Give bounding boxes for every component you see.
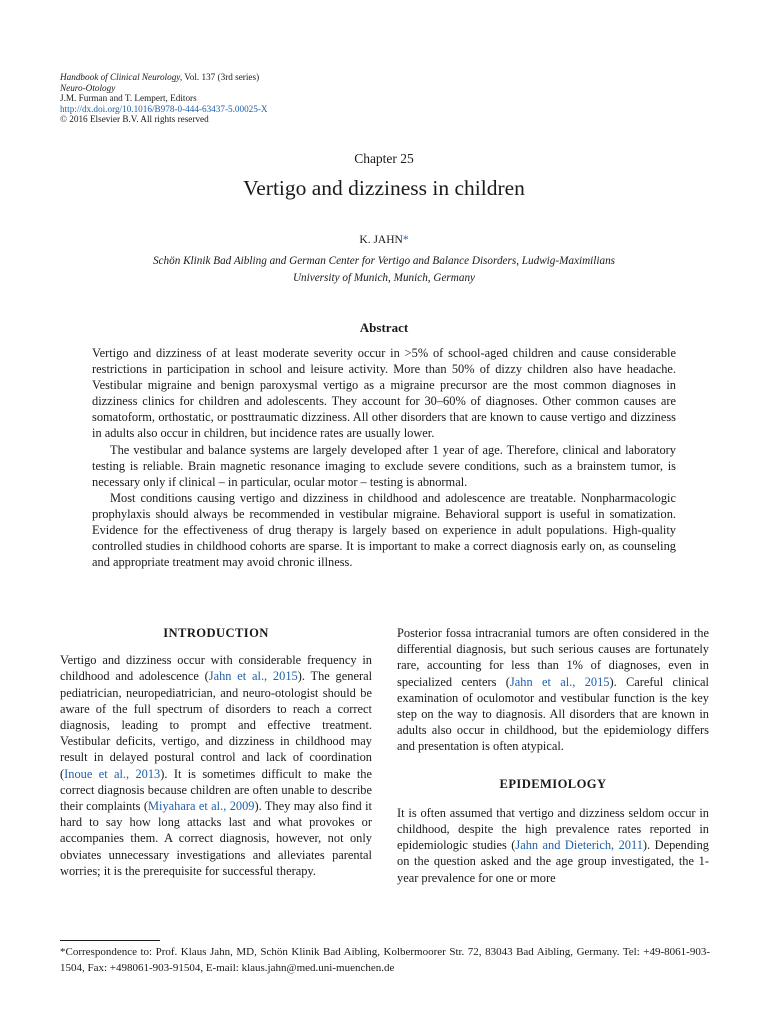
footnote-divider <box>60 940 160 941</box>
epidemiology-paragraph: It is often assumed that vertigo and dizziness seldom occur in childhood, despite the high prevalence rates reported in epidemiologic studies (Jahn and Dieterich, 2011). Depending on the question asked and the age group investigated, the 1-year prevalence for one or more <box>397 805 709 885</box>
abstract-paragraph: The vestibular and balance systems are largely developed after 1 year of age. Therefore, clinical and laboratory testing is reliable. Brain magnetic resonance imaging to exclude severe conditions, such as a brainstem tumor, is necessary only if clinical – in particular, ocular motor – testing is abnormal. <box>92 442 676 489</box>
author-name: K. JAHN <box>359 234 403 246</box>
abstract-body <box>92 345 676 570</box>
citation-link[interactable]: Inoue et al., 2013 <box>64 766 161 781</box>
chapter-number: Chapter 25 <box>354 151 414 166</box>
left-column <box>60 625 372 879</box>
correspondence-footnote: *Correspondence to: Prof. Klaus Jahn, MD, Schön Klinik Bad Aibling, Kolbermoorer Str. 72, 83043 Bad Aibling, Germany. Tel: +49-8061-903-1504, Fax: +498061-903-91504, E-mail: klaus.jahn@med.uni-muenchen.de <box>60 946 710 974</box>
introduction-heading: INTRODUCTION <box>163 626 269 640</box>
body-paragraph: Posterior fossa intracranial tumors are often considered in the differential diagnosis, but such serious causes are fortunately rare, accounting for less than 1% of diagnoses, even in specialized centers (Jahn et al., 2015). Careful clinical examination of oculomotor and vestibular function is the key step on the way to diagnosis. All disorders that are known in adults also occur in childhood, but the epidemiology differs and presentation is often atypical. <box>397 626 709 754</box>
affiliation-line: Schön Klinik Bad Aibling and German Center for Vertigo and Balance Disorders, Ludwig-Maximilians <box>152 255 616 267</box>
citation-link[interactable]: Jahn and Dieterich, 2011 <box>515 838 643 853</box>
citation-link[interactable]: Miyahara et al., 2009 <box>147 799 255 814</box>
affiliation-line: University of Munich, Munich, Germany <box>292 272 476 284</box>
citation-link[interactable]: Jahn et al., 2015 <box>509 674 610 689</box>
right-column <box>397 625 709 886</box>
epidemiology-heading: EPIDEMIOLOGY <box>499 776 607 791</box>
book-editors: J.M. Furman and T. Lempert, Editors <box>60 93 197 104</box>
book-title: Handbook of Clinical Neurology, <box>60 72 183 82</box>
book-volume: Vol. 137 (3rd series) <box>182 72 260 82</box>
page-title: Vertigo and dizziness in children <box>243 176 525 200</box>
doi-link[interactable]: http://dx.doi.org/10.1016/B978-0-444-63437-5.00025-X <box>60 103 268 114</box>
author-line <box>0 234 768 246</box>
abstract-paragraph: Most conditions causing vertigo and dizziness in childhood and adolescence are treatable. Nonpharmacologic prophylaxis should always be recommended in vestibular migraine. Behavioral support is useful in somatization. Evidence for the effectiveness of drug therapy is largely based on experience in adult populations. High-quality controlled studies in childhood cohorts are sparse. It is important to make a correct diagnosis early on, as counseling and appropriate treatment may avoid chronic illness. <box>92 490 676 570</box>
copyright: © 2016 Elsevier B.V. All rights reserved <box>60 114 209 125</box>
introduction-paragraph: Vertigo and dizziness occur with considerable frequency in childhood and adolescence (Jahn et al., 2015). The general pediatrician, neuropediatrician, and neuro-otologist should be aware of the full spectrum of disorders to reach a correct diagnosis, leading to prompt and effective treatment. Vestibular deficits, vertigo, and dizziness in childhood may result in delayed postural control and lack of coordination (Inoue et al., 2013). It is sometimes difficult to make the correct diagnosis because children are often unable to describe their complaints (Miyahara et al., 2009). They may also find it hard to say how long attacks last and what provokes or accompanies them. A correct diagnosis, however, not only obviates unnecessary investigations and alleviates parental worries; it is the prerequisite for successful therapy. <box>60 653 373 878</box>
correspondence-marker[interactable]: * <box>402 234 409 246</box>
citation-link[interactable]: Jahn et al., 2015 <box>208 669 298 684</box>
abstract-heading: Abstract <box>359 320 409 335</box>
book-subtitle: Neuro-Otology <box>60 82 116 93</box>
affiliation <box>0 253 768 287</box>
abstract-paragraph: Vertigo and dizziness of at least moderate severity occur in >5% of school-aged children and cause considerable restrictions in participation in school and leisure activity. More than 50% of dizzy children also have headache. Vestibular migraine and benign paroxysmal vertigo as a migraine precursor are the most common diagnoses in dizziness clinics for children and adolescents. They account for 30–60% of diagnoses. Other common causes are somatoform, orthostatic, or posttraumatic dizziness. All other disorders that are known to cause vertigo and dizziness in adults also occur in children, but incidence rates are usually lower. <box>92 346 676 441</box>
book-header <box>60 72 268 125</box>
